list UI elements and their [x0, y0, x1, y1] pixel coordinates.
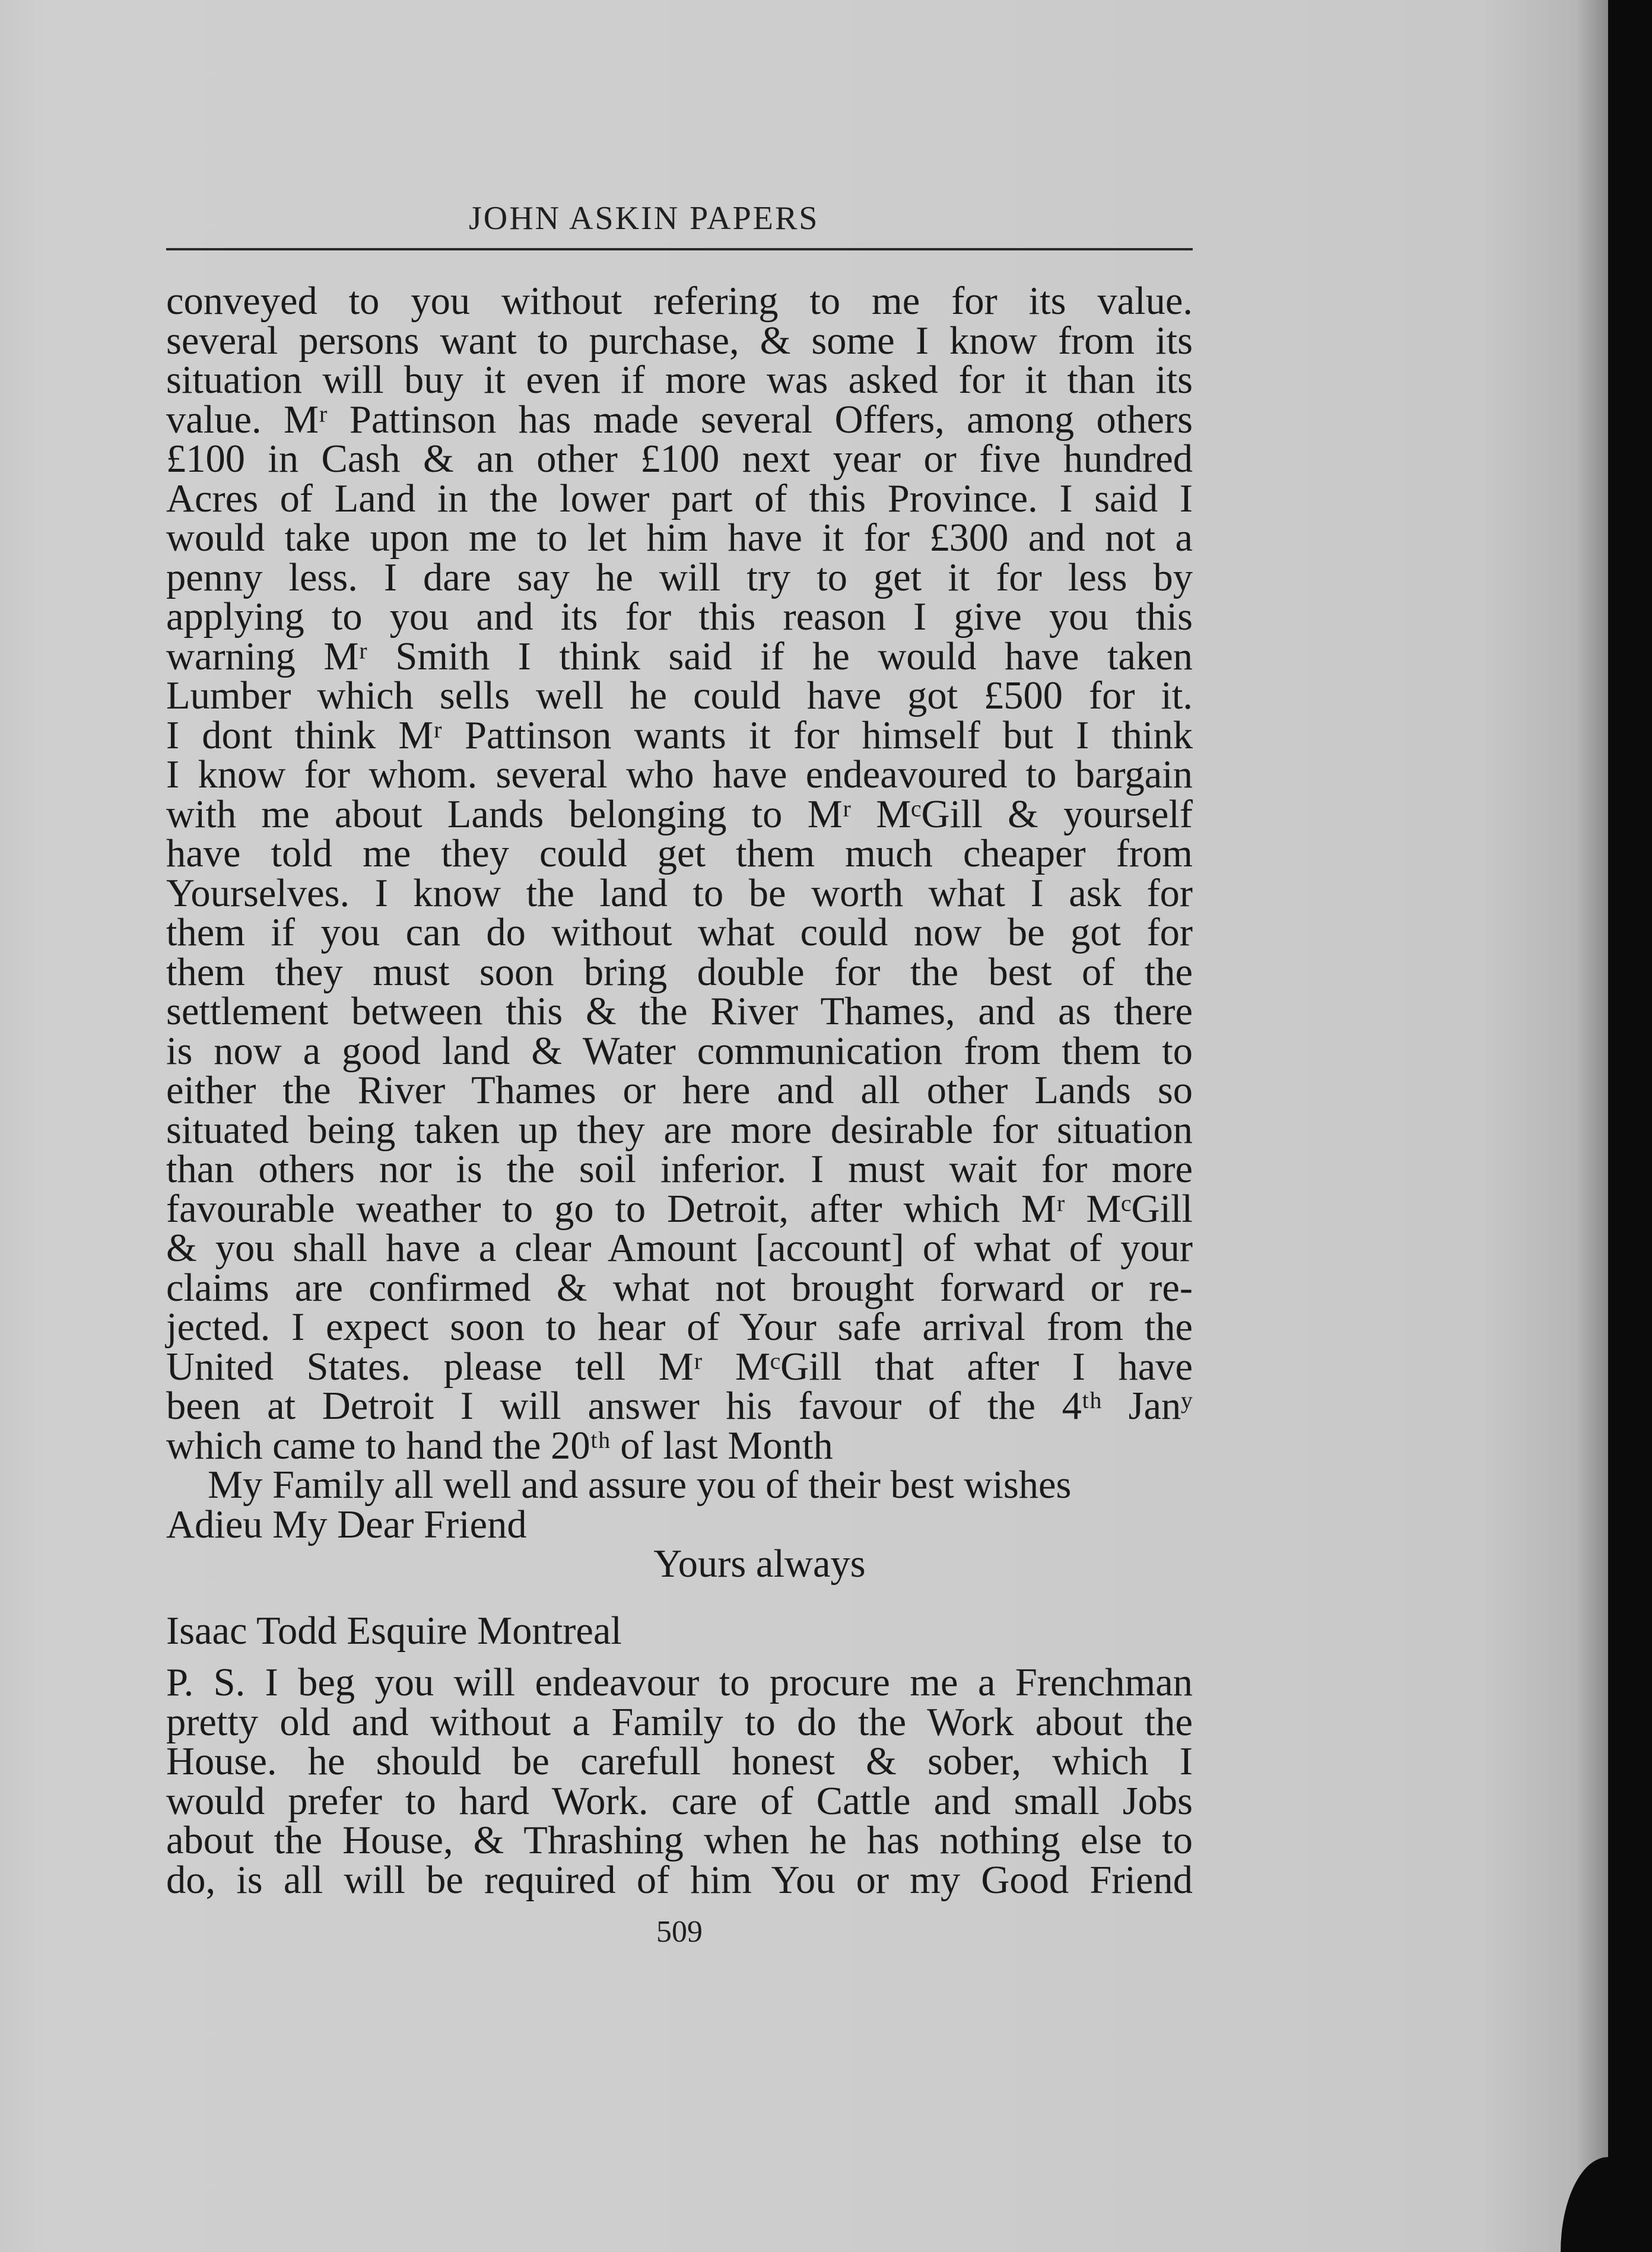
body-line: situation will buy it even if more was asked for it than its [166, 358, 1193, 402]
body-line: than others nor is the soil inferior. I must wait for more [166, 1148, 1193, 1191]
body-line: settlement between this & the River Thames, and as there [166, 990, 1193, 1033]
body-line: them they must soon bring double for the best of the [166, 950, 1193, 994]
body-line: applying to you and its for this reason I give you this [166, 595, 1193, 639]
page-number: 509 [656, 1915, 703, 1949]
closing-line: Adieu My Dear Friend [166, 1503, 527, 1546]
body-line: them if you can do without what could now be got for [166, 911, 1193, 954]
body-line: which came to hand the 20ᵗʰ of last Month [166, 1424, 833, 1468]
body-line: would take upon me to let him have it for £300 and not a [166, 516, 1193, 560]
body-line: is now a good land & Water communication from them to [166, 1029, 1193, 1073]
body-line: have told me they could get them much cheaper from [166, 832, 1193, 875]
addressee-block [166, 1609, 1193, 1653]
body-line: warning Mʳ Smith I think said if he would have taken [166, 634, 1193, 678]
addressee: Isaac Todd Esquire Montreal [166, 1609, 622, 1653]
body-line: been at Detroit I will answer his favour of the 4ᵗʰ Janʸ [166, 1384, 1193, 1428]
running-header: JOHN ASKIN PAPERS [469, 200, 819, 237]
body-line: Acres of Land in the lower part of this Province. I said I [166, 477, 1193, 520]
body-line: jected. I expect soon to hear of Your safe arrival from the [166, 1306, 1193, 1349]
postscript-line: House. he should be carefull honest & sober, which I [166, 1740, 1193, 1783]
body-line: £100 in Cash & an other £100 next year or five hundred [166, 437, 1193, 481]
body-line: Yourselves. I know the land to be worth what I ask for [166, 871, 1193, 915]
body-line: several persons want to purchase, & some I know from its [166, 319, 1193, 363]
body-line: penny less. I dare say he will try to get it for less by [166, 555, 1193, 599]
body-line: value. Mʳ Pattinson has made several Offers, among others [166, 398, 1193, 441]
postscript-line: P. S. I beg you will endeavour to procure me a Frenchman [166, 1661, 1193, 1704]
body-line: I dont think Mʳ Pattinson wants it for himself but I think [166, 713, 1193, 757]
postscript-line: about the House, & Thrashing when he has nothing else to [166, 1819, 1193, 1862]
body-line: Lumber which sells well he could have got £500 for it. [166, 674, 1193, 717]
postscript [166, 1663, 1193, 1900]
body-line: with me about Lands belonging to Mʳ MᶜGill & yourself [166, 792, 1193, 836]
body-line: favourable weather to go to Detroit, after which Mʳ MᶜGill [166, 1187, 1193, 1231]
body-line: & you shall have a clear Amount [account] of what of your [166, 1227, 1193, 1270]
signoff: Yours always [653, 1542, 866, 1586]
body-line: either the River Thames or here and all other Lands so [166, 1069, 1193, 1112]
header-rule [166, 248, 1193, 250]
body-line: conveyed to you without refering to me for its value. [166, 279, 1193, 323]
body-line: United States. please tell Mʳ MᶜGill that after I have [166, 1345, 1193, 1389]
body-line: I know for whom. several who have endeavoured to bargain [166, 753, 1193, 796]
letter-body [166, 279, 1193, 1586]
postscript-line: pretty old and without a Family to do the Work about the [166, 1700, 1193, 1744]
body-line: situated being taken up they are more desirable for situation [166, 1108, 1193, 1152]
body-line: claims are confirmed & what not brought forward or re- [166, 1266, 1193, 1310]
postscript-line: do, is all will be required of him You or my Good Friend [166, 1858, 1193, 1902]
postscript-line: would prefer to hard Work. care of Cattle and small Jobs [166, 1779, 1193, 1823]
closing-line: My Family all well and assure you of their best wishes [208, 1463, 1072, 1507]
